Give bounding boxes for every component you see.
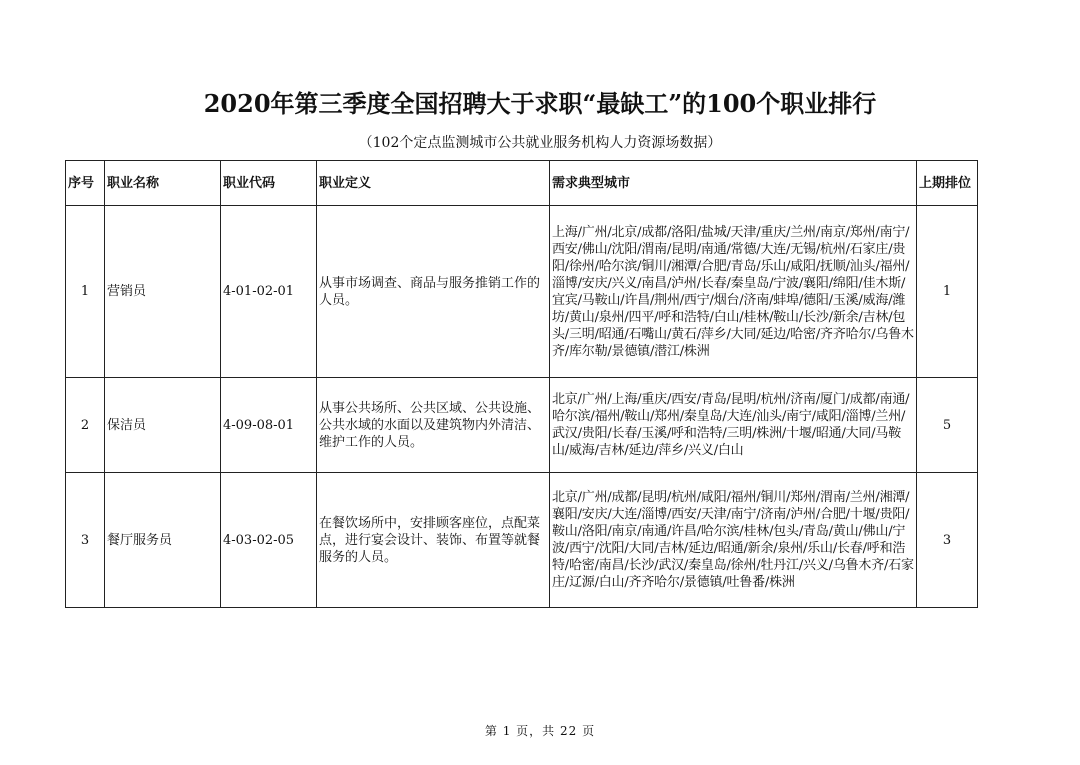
header-previous-rank: 上期排位 [917, 161, 978, 206]
cell-rank: 1 [66, 206, 105, 378]
cell-typical-cities: 北京/广州/成都/昆明/杭州/咸阳/福州/铜川/郑州/渭南/兰州/湘潭/襄阳/安庆/大连/淄博/西安/天津/南宁/济南/泸州/合肥/十堰/贵阳/鞍山/洛阳/南京/南通/许昌/哈尔滨/桂林/包头/青岛/黄山/佛山/宁波/西宁/沈阳/大同/吉林/延边/昭通/新余/泉州/乐山/长春/呼和浩特/哈密/南昌/长沙/武汉/秦皇岛/徐州/牡丹江/兴义/乌鲁木齐/石家庄/辽源/白山/齐齐哈尔/景德镇/吐鲁番/株洲 [550, 473, 917, 608]
cell-occupation-code: 4-09-08-01 [221, 378, 317, 473]
cell-typical-cities: 上海/广州/北京/成都/洛阳/盐城/天津/重庆/兰州/南京/郑州/南宁/西安/佛山/沈阳/渭南/昆明/南通/常德/大连/无锡/杭州/石家庄/贵阳/徐州/哈尔滨/铜川/湘潭/合肥/青岛/乐山/咸阳/抚顺/汕头/福州/淄博/安庆/兴义/南昌/泸州/长春/秦皇岛/宁波/襄阳/绵阳/佳木斯/宜宾/马鞍山/许昌/荆州/西宁/烟台/济南/蚌埠/德阳/玉溪/威海/潍坊/黄山/泉州/四平/呼和浩特/白山/桂林/鞍山/长沙/新余/吉林/包头/三明/昭通/石嘴山/黄石/萍乡/大同/延边/哈密/齐齐哈尔/乌鲁木齐/库尔勒/景德镇/潜江/株洲 [550, 206, 917, 378]
table-row [66, 206, 978, 378]
cell-occupation-name: 保洁员 [105, 378, 221, 473]
header-occupation-name: 职业名称 [105, 161, 221, 206]
occupation-ranking-table [65, 160, 978, 608]
cell-occupation-code: 4-01-02-01 [221, 206, 317, 378]
table-row [66, 473, 978, 608]
cell-occupation-definition: 在餐饮场所中，安排顾客座位，点配菜点，进行宴会设计、装饰、布置等就餐服务的人员。 [317, 473, 550, 608]
header-occupation-definition: 职业定义 [317, 161, 550, 206]
cell-previous-rank: 5 [917, 378, 978, 473]
cell-occupation-code: 4-03-02-05 [221, 473, 317, 608]
header-occupation-code: 职业代码 [221, 161, 317, 206]
table-row [66, 378, 978, 473]
table-header-row [66, 161, 978, 206]
cell-occupation-definition: 从事市场调查、商品与服务推销工作的人员。 [317, 206, 550, 378]
header-typical-cities: 需求典型城市 [550, 161, 917, 206]
cell-previous-rank: 1 [917, 206, 978, 378]
cell-rank: 2 [66, 378, 105, 473]
cell-occupation-definition: 从事公共场所、公共区域、公共设施、公共水域的水面以及建筑物内外清洁、维护工作的人员。 [317, 378, 550, 473]
cell-previous-rank: 3 [917, 473, 978, 608]
cell-occupation-name: 营销员 [105, 206, 221, 378]
cell-typical-cities: 北京/广州/上海/重庆/西安/青岛/昆明/杭州/济南/厦门/成都/南通/哈尔滨/福州/鞍山/郑州/秦皇岛/大连/汕头/南宁/咸阳/淄博/兰州/武汉/贵阳/长春/玉溪/呼和浩特/三明/株洲/十堰/昭通/大同/马鞍山/威海/吉林/延边/萍乡/兴义/白山 [550, 378, 917, 473]
cell-occupation-name: 餐厅服务员 [105, 473, 221, 608]
document-subtitle: （102个定点监测城市公共就业服务机构人力资源场数据） [358, 135, 722, 151]
cell-rank: 3 [66, 473, 105, 608]
document-title: 2020年第三季度全国招聘大于求职“最缺工”的100个职业排行 [203, 89, 877, 118]
page-number-footer: 第 1 页，共 22 页 [484, 724, 596, 738]
header-rank: 序号 [66, 161, 105, 206]
